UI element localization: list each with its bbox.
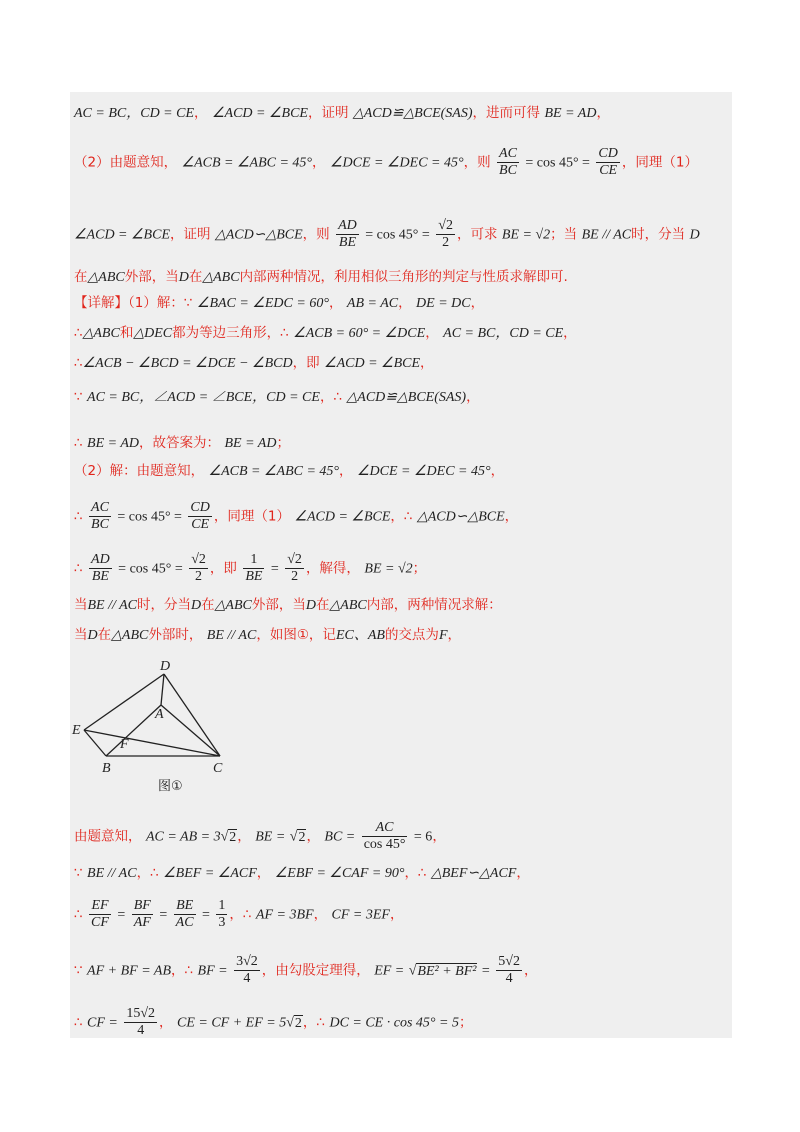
math: ∠DCE = ∠DEC = 45° (329, 155, 464, 171)
denominator: BE (91, 569, 109, 584)
math: = cos 45° = (118, 561, 183, 577)
text: ， (256, 865, 271, 881)
fraction (234, 954, 260, 987)
text: 时，分当 (631, 226, 686, 243)
denominator: BC (91, 517, 109, 532)
denominator: BE (245, 569, 263, 584)
text: 在 (316, 597, 330, 613)
line-13 (74, 596, 502, 615)
math: △ABC (202, 270, 240, 285)
text: ， (313, 906, 328, 923)
text: 外部时， (148, 627, 203, 643)
math: = (202, 907, 210, 923)
geometry-figure (70, 658, 240, 788)
math: DC = CE · cos 45° = 5 (329, 1015, 459, 1031)
math: AF + BF = AB (87, 963, 171, 979)
text: 都为等边三角形，∴ (172, 325, 289, 341)
text: ，证明 (307, 105, 349, 121)
math: F (438, 628, 448, 643)
text: 内部，两种情况求解： (366, 597, 502, 613)
math: △BEF∽△ACF (430, 866, 517, 881)
denominator: 4 (137, 1023, 145, 1038)
text: ∵ (74, 865, 83, 881)
numerator: 1 (218, 898, 226, 913)
text: ； (458, 1014, 473, 1031)
line-7 (74, 354, 434, 373)
label-b: B (102, 761, 111, 776)
sqrt: √2 (220, 829, 237, 845)
line-12 (74, 552, 426, 585)
text: ， (447, 627, 461, 643)
math: D (305, 598, 316, 613)
math: = 6 (413, 829, 433, 845)
segment-de (84, 674, 164, 730)
line-17 (74, 898, 403, 931)
fraction (174, 898, 196, 931)
text: ， (425, 325, 439, 341)
text: ，解得， (305, 560, 360, 577)
line-16 (74, 864, 530, 883)
math: △ACD≌△BCE(SAS) (346, 390, 467, 405)
math: BE // AC (206, 628, 257, 643)
sqrt-radicand: 2 (298, 829, 306, 845)
math: △ACD∽△BCE (214, 227, 303, 243)
math: D (87, 628, 98, 643)
text: ，同理（1） (621, 154, 698, 171)
math: BE = AD (224, 436, 277, 451)
text: ， (306, 828, 320, 845)
denominator: AF (133, 915, 151, 930)
denominator: 2 (291, 569, 299, 584)
text: ，则 (302, 226, 330, 243)
line-6 (74, 324, 577, 343)
text: ， (490, 463, 505, 479)
segment-da (161, 674, 164, 705)
math: CF = 3EF (331, 907, 390, 923)
numerator: AC (362, 820, 408, 837)
numerator: AD (338, 218, 357, 233)
line-2 (74, 146, 698, 179)
text: 在 (74, 269, 88, 285)
line-11 (74, 500, 518, 533)
numerator: √2 (438, 218, 453, 233)
text: ，由勾股定理得， (261, 962, 370, 979)
sqrt-radicand: 2 (229, 829, 237, 845)
line-5 (74, 294, 484, 313)
math: ∠ACD = ∠BCE (294, 509, 391, 525)
fraction (89, 552, 112, 585)
math: ∠BEF = ∠ACF (163, 866, 257, 881)
numerator: AD (91, 552, 110, 567)
text: ， (312, 154, 326, 171)
math: DE = DC (416, 296, 471, 311)
fraction (132, 898, 153, 931)
label-d: D (160, 659, 171, 674)
numerator: AC (91, 500, 109, 515)
text: ；当 (550, 226, 578, 243)
denominator: 3 (218, 915, 226, 930)
fraction (285, 552, 304, 585)
sqrt: √2 (286, 1015, 302, 1031)
line-15 (74, 820, 446, 853)
math: ∠ACB − ∠BCD = ∠DCE − ∠BCD (82, 356, 293, 371)
text: ，证明 (170, 226, 211, 243)
math: BE = √2 (501, 227, 551, 243)
text: ， (339, 463, 353, 479)
text: 内部两种情况，利用相似三角形的判定与性质求解即可. (239, 269, 568, 285)
math: ∠ACB = ∠ABC = 45° (208, 464, 340, 479)
line-18 (74, 954, 537, 987)
line-3 (74, 218, 700, 251)
text: ， (389, 906, 404, 923)
line-9 (74, 434, 290, 453)
math: AC = BC，∠ACD = ∠BCE，CD = CE (87, 390, 320, 405)
text: ∴ (74, 435, 83, 451)
text: ， (516, 865, 530, 881)
text: ∴ (74, 508, 83, 525)
math: △ABC (87, 270, 125, 285)
math: ∠ACD = ∠BCE (74, 227, 170, 243)
denominator: 4 (243, 971, 251, 986)
numerator: √2 (287, 552, 302, 567)
math: △ACD≌△BCE(SAS) (352, 106, 473, 121)
text: ∴ (74, 906, 83, 923)
text: ∵ (74, 389, 83, 405)
math: BE = √2 (364, 561, 413, 577)
text: ， (398, 295, 412, 311)
math: ∠ACD = ∠BCE (211, 106, 308, 121)
fraction (124, 1006, 157, 1039)
text: ， (470, 295, 485, 311)
math: BF = (197, 963, 228, 979)
segment-ec (84, 730, 220, 756)
document-page (70, 92, 732, 1038)
text: 时，分当 (137, 597, 192, 613)
math: D (191, 598, 202, 613)
text: ∴ (74, 1014, 83, 1031)
text: 在 (201, 597, 215, 613)
text: ∵ (74, 962, 83, 979)
math: EF = (374, 963, 405, 979)
math: △ABC (111, 628, 149, 643)
text: ， (432, 828, 446, 845)
fraction (336, 218, 359, 251)
line-8 (74, 388, 480, 407)
math: = (481, 963, 490, 979)
sqrt-radicand: 2 (294, 1015, 302, 1031)
text: ，∴ (229, 906, 252, 923)
text: ， (159, 1014, 173, 1031)
denominator: BC (499, 163, 517, 178)
math: AC = BC，CD = CE (74, 106, 195, 121)
math: BE // AC (581, 227, 632, 243)
fraction (362, 820, 408, 853)
text: （2）由题意知， (74, 154, 178, 171)
text: 当 (74, 627, 88, 643)
text: ，进而可得 (472, 105, 541, 121)
numerator: AC (499, 146, 517, 161)
text: ，∴ (390, 508, 413, 525)
math: ∠ACB = 60° = ∠DCE (293, 326, 426, 341)
math: BC = (324, 829, 356, 845)
math: △ABC (82, 326, 120, 341)
text: ∴ (74, 355, 83, 371)
text: ，∴ (404, 865, 427, 881)
fraction (497, 146, 519, 179)
numerator: 1 (243, 552, 264, 569)
text: ， (237, 828, 251, 845)
line-4 (74, 268, 568, 287)
fraction (596, 146, 619, 179)
math: = cos 45° = (525, 155, 590, 171)
numerator: EF (89, 898, 111, 915)
math: BE // AC (87, 866, 137, 881)
text: ，∴ (171, 962, 194, 979)
text: ， (596, 105, 610, 121)
numerator: BF (133, 898, 151, 913)
text: ，同理（1） (213, 508, 290, 525)
math: AC = BC，CD = CE (443, 326, 564, 341)
figure-caption: 图① (158, 779, 183, 794)
line-19 (74, 1006, 472, 1039)
math: = (117, 907, 126, 923)
text: ，则 (463, 154, 491, 171)
math: AC = AB = 3 (145, 829, 221, 845)
math: ∠ACD = ∠BCE (324, 356, 421, 371)
text: 的交点为 (384, 627, 439, 643)
label-e: E (72, 723, 81, 738)
text: ，∴ (319, 389, 343, 405)
text: 外部，当 (251, 597, 306, 613)
math: = cos 45° = (117, 509, 182, 525)
fraction (436, 218, 455, 251)
text: ， (420, 355, 434, 371)
math: ∠EBF = ∠CAF = 90° (274, 866, 405, 881)
math: EC、AB (335, 628, 385, 643)
text: ， (328, 295, 343, 311)
label-a: A (155, 707, 164, 722)
line-14 (74, 626, 461, 645)
math: ∠BAC = ∠EDC = 60° (196, 296, 329, 311)
denominator: AC (175, 915, 194, 930)
text: 在 (188, 269, 203, 285)
math: △ABC (214, 598, 252, 613)
math: BE // AC (87, 598, 138, 613)
sqrt-radicand: BE² + BF² (417, 963, 477, 979)
text: ； (276, 435, 290, 451)
denominator: CE (599, 163, 618, 178)
math: AF = 3BF (255, 907, 314, 923)
math: D (178, 270, 189, 285)
text: ； (412, 560, 427, 577)
text: ，∴ (302, 1014, 325, 1031)
text: ， (563, 325, 577, 341)
math: △ACD∽△BCE (416, 509, 505, 525)
text: 当 (74, 597, 88, 613)
math: CF = (87, 1015, 118, 1031)
denominator: 4 (505, 971, 513, 986)
text: 【详解】（1）解：∵ (74, 295, 193, 311)
fraction (89, 898, 111, 931)
numerator: CD (190, 500, 210, 515)
math: = (159, 907, 168, 923)
text: ∴ (74, 560, 83, 577)
text: 和 (119, 325, 134, 341)
text: ，故答案为： (139, 435, 221, 451)
math: = cos 45° = (365, 227, 430, 243)
line-1 (74, 104, 610, 123)
text: ，即 (209, 560, 237, 577)
math: △DEC (133, 326, 173, 341)
math: D (689, 227, 700, 243)
numerator: √2 (191, 552, 206, 567)
fraction (188, 500, 211, 533)
numerator: 5√2 (498, 954, 520, 969)
numerator: BE (174, 898, 196, 915)
denominator: 2 (195, 569, 203, 584)
text: 外部，当 (124, 269, 179, 285)
denominator: CE (191, 517, 210, 532)
sqrt: √BE² + BF² (408, 963, 477, 979)
denominator: BE (338, 235, 357, 250)
math: BE = AD (87, 436, 140, 451)
numerator: CD (598, 146, 618, 161)
text: 在 (97, 627, 112, 643)
text: ， (194, 105, 208, 121)
fraction (496, 954, 522, 987)
numerator: 15√2 (126, 1006, 156, 1021)
text: （2）解：由题意知， (74, 463, 205, 479)
math: ∠DCE = ∠DEC = 45° (356, 464, 491, 479)
text: ，可求 (456, 226, 498, 243)
math: BE = (255, 829, 286, 845)
denominator: CF (91, 915, 109, 930)
math: CE = CF + EF = 5 (176, 1015, 287, 1031)
math: BE = AD (544, 106, 597, 121)
math: AB = AC (346, 296, 399, 311)
fraction (189, 552, 208, 585)
fraction (89, 500, 111, 533)
text: 由题意知， (74, 828, 142, 845)
fraction (243, 552, 264, 585)
label-f: F (120, 737, 129, 752)
math: ∠ACB = ∠ABC = 45° (181, 155, 313, 171)
text: ，∴ (136, 865, 159, 881)
denominator: cos 45° (363, 837, 406, 852)
segment-ba (106, 705, 161, 756)
text: ，即 (292, 355, 320, 371)
label-c: C (213, 761, 223, 776)
text: ， (504, 508, 519, 525)
sqrt: √2 (289, 829, 306, 845)
text: ∴ (74, 325, 83, 341)
math: △ABC (329, 598, 367, 613)
math: = (270, 561, 279, 577)
text: ，如图①，记 (256, 627, 336, 643)
fraction (216, 898, 227, 931)
text: ， (523, 962, 538, 979)
denominator: 2 (442, 235, 450, 250)
numerator: 3√2 (236, 954, 258, 969)
text: ， (466, 389, 480, 405)
line-10 (74, 462, 504, 481)
